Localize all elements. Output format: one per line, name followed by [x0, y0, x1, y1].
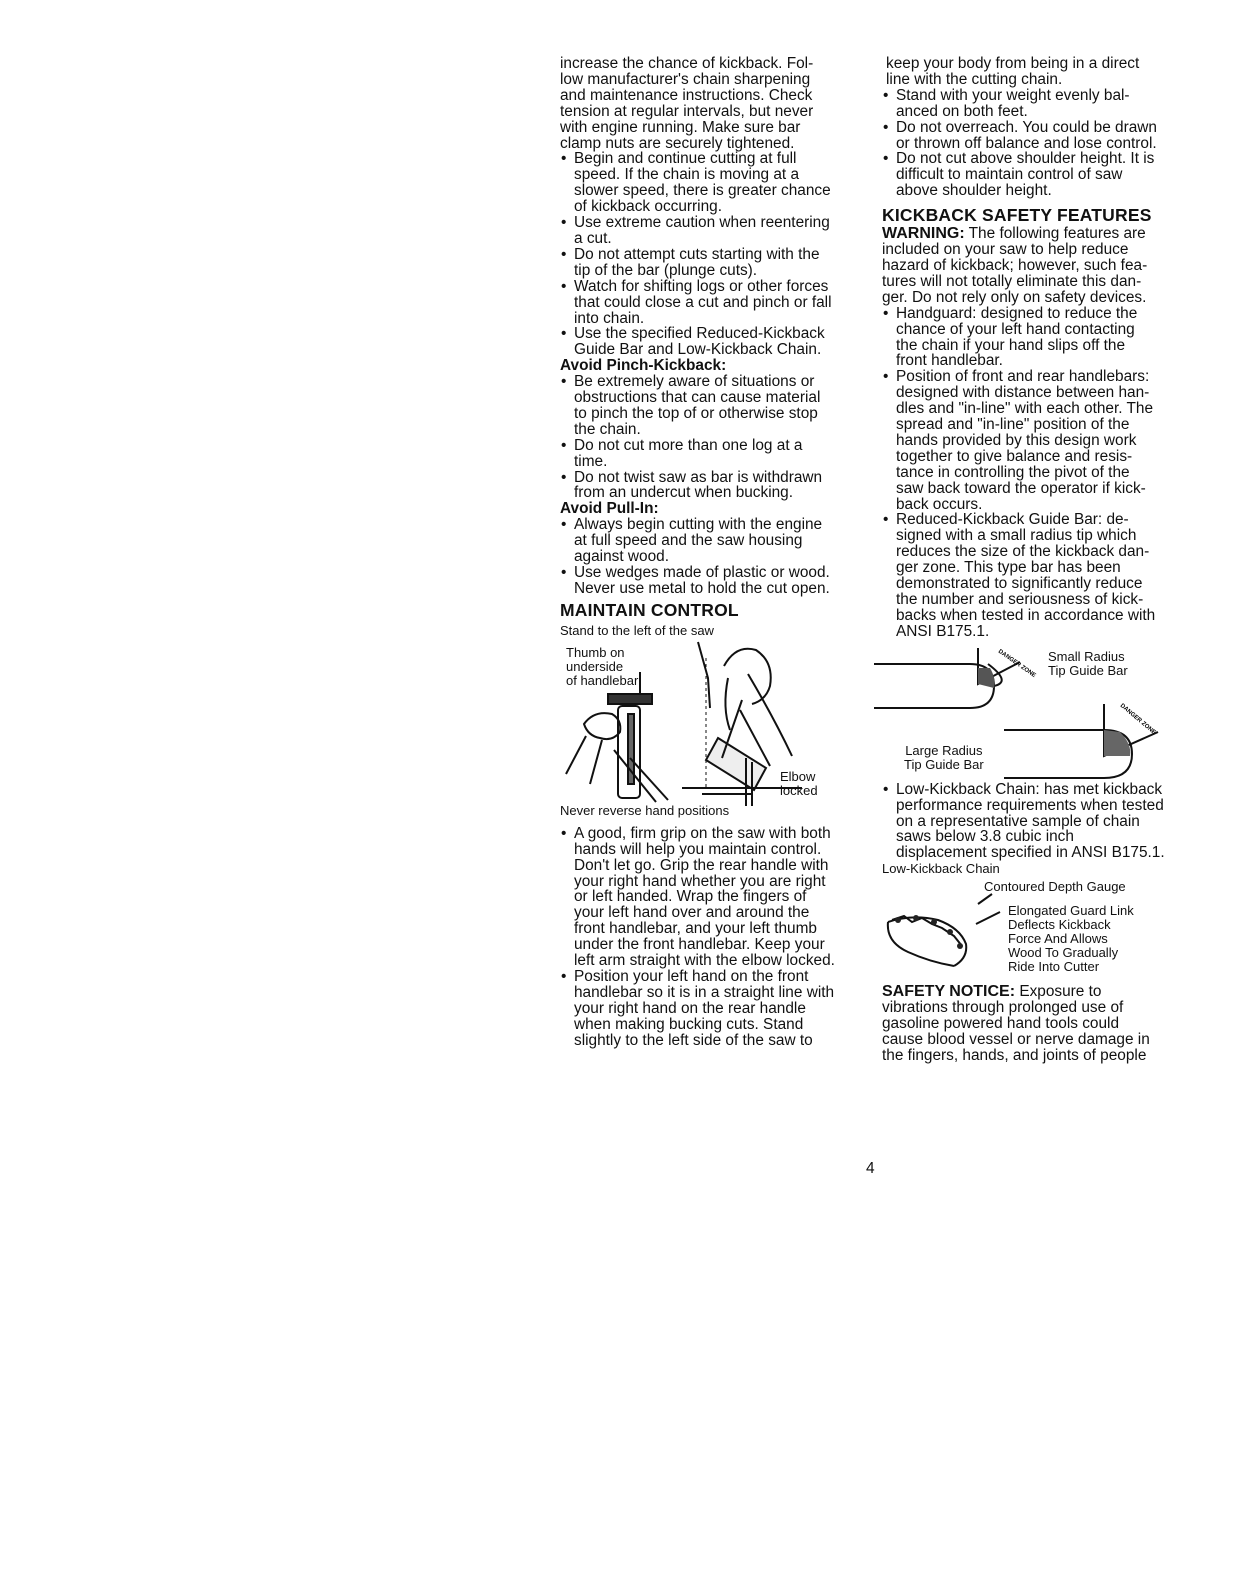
handlebar-grip-illustration: [560, 654, 690, 804]
large-radius-bar-illustration: [1000, 696, 1180, 780]
paragraph-chain-maintenance: increase the chance of kickback. Fol- low manufacturer's chain sharpening and maintenance instructions. Check tension at regular intervals, but never with engine running. Make sure bar clamp nuts are securely tightened.: [560, 55, 814, 152]
bullet-plunge-cuts: • Do not attempt cuts starting with the tip of the bar (plunge cuts).: [560, 247, 878, 279]
label-contoured-depth-gauge: Contoured Depth Gauge: [984, 879, 1126, 895]
bullet-low-kickback-chain: • Low-Kickback Chain: has met kickback performance requirements when tested on a representative sample of chain saws below 3.8 cubic inch displacement specified in ANSI B175.1.: [882, 782, 1200, 862]
paragraph-warning: WARNING: The following features are included on your saw to help reduce hazard of kickback; however, such fea- tures will not totally eliminate this dan- ger. Do not rely only on safety devices.: [882, 225, 1148, 306]
paragraph-safety-notice: SAFETY NOTICE: Exposure to vibrations through prolonged use of gasoline powered hand tools could cause blood vessel or nerve damage in the fingers, hands, and joints of people: [882, 983, 1150, 1064]
subheading-pull-in: Avoid Pull-In:: [560, 500, 659, 518]
operator-with-saw-illustration: [682, 638, 822, 808]
bullet-weight-balanced: • Stand with your weight evenly bal- anced on both feet.: [882, 88, 1200, 120]
warning-label: WARNING:: [882, 225, 965, 243]
bullet-shifting-logs: • Watch for shifting logs or other forces that could close a cut and pinch or fall into chain.: [560, 279, 878, 327]
bullet-twist-saw: • Do not twist saw as bar is withdrawn from an undercut when bucking.: [560, 470, 878, 502]
bullet-handlebar-position: • Position of front and rear handlebars: designed with distance between han- dles and "in-line" with each other. The spread and "in-line" position of the hands provided by this design work together to give balance and resis- tance in controlling the pivot of the saw back toward the operator if kick- back occurs.: [882, 369, 1200, 512]
bullet-one-log: • Do not cut more than one log at a time.: [560, 438, 878, 470]
subheading-pinch-kickback: Avoid Pinch-Kickback:: [560, 357, 727, 375]
bullet-reentering: • Use extreme caution when reentering a cut.: [560, 215, 878, 247]
figure-caption-top: Stand to the left of the saw: [560, 622, 714, 638]
label-large-radius: Large Radius Tip Guide Bar: [904, 742, 984, 772]
safety-notice-label: SAFETY NOTICE:: [882, 983, 1016, 1001]
bullet-specified-bar: • Use the specified Reduced-Kickback Guide Bar and Low-Kickback Chain.: [560, 326, 878, 358]
figure-maintain-control: [560, 624, 878, 820]
heading-maintain-control: MAINTAIN CONTROL: [560, 599, 739, 620]
bullet-position-left-hand: • Position your left hand on the front handlebar so it is in a straight line with your right hand on the rear handle when making bucking cuts. Stand slightly to the left side of the saw to: [560, 969, 878, 1049]
bullet-begin-cutting: • Always begin cutting with the engine at full speed and the saw housing against wood.: [560, 517, 878, 565]
right-column: [882, 56, 1200, 1064]
bullet-handguard: • Handguard: designed to reduce the chance of your left hand contacting the chain if your hand slips off the front handlebar.: [882, 306, 1200, 370]
label-elbow: Elbow locked: [780, 768, 818, 798]
bullet-firm-grip: • A good, firm grip on the saw with both hands will help you maintain control. Don't let go. Grip the rear handle with your right hand whether you are right or left handed. Wrap the fingers of your left hand over and around the front handlebar, and your left thumb under the front handlebar. Keep your left arm straight with the elbow locked.: [560, 826, 878, 969]
heading-kickback-safety-features: KICKBACK SAFETY FEATURES: [882, 205, 1152, 226]
chain-caption: Low-Kickback Chain: [882, 861, 1000, 877]
figure-caption-bottom: Never reverse hand positions: [560, 802, 730, 818]
bullet-shoulder-height: • Do not cut above shoulder height. It is difficult to maintain control of saw above shoulder height.: [882, 151, 1200, 199]
danger-zone-label-large: DANGER ZONE: [1118, 702, 1157, 736]
bullet-reduced-kickback-bar: • Reduced-Kickback Guide Bar: de- signed with a small radius tip which reduces the size of the kickback dan- ger zone. This type bar has been demonstrated to significantly reduce the number and seriousness of kick- backs when tested in accordance with ANSI B175.1.: [882, 512, 1200, 639]
label-thumb: Thumb on underside of handlebar: [566, 644, 639, 688]
danger-zone-label-small: DANGER ZONE: [996, 648, 1037, 679]
label-small-radius: Small Radius Tip Guide Bar: [1048, 648, 1128, 678]
bullet-wedges: • Use wedges made of plastic or wood. Never use metal to hold the cut open.: [560, 565, 878, 597]
figure-low-kickback-chain: [882, 876, 1200, 980]
paragraph-body-position: keep your body from being in a direct line with the cutting chain.: [886, 55, 1140, 88]
bullet-overreach: • Do not overreach. You could be drawn or thrown off balance and lose control.: [882, 120, 1200, 152]
bullet-full-speed: • Begin and continue cutting at full speed. If the chain is moving at a slower speed, there is greater chance of kickback occurring.: [560, 151, 878, 215]
bullet-obstructions: • Be extremely aware of situations or obstructions that can cause material to pinch the top of or otherwise stop the chain.: [560, 374, 878, 438]
label-elongated-guard-link: Elongated Guard Link Deflects Kickback Force And Allows Wood To Gradually Ride Into Cutter: [1008, 903, 1134, 975]
figure-guide-bars: [882, 640, 1200, 782]
left-column: [560, 56, 878, 1049]
page-number: 4: [866, 1160, 875, 1177]
